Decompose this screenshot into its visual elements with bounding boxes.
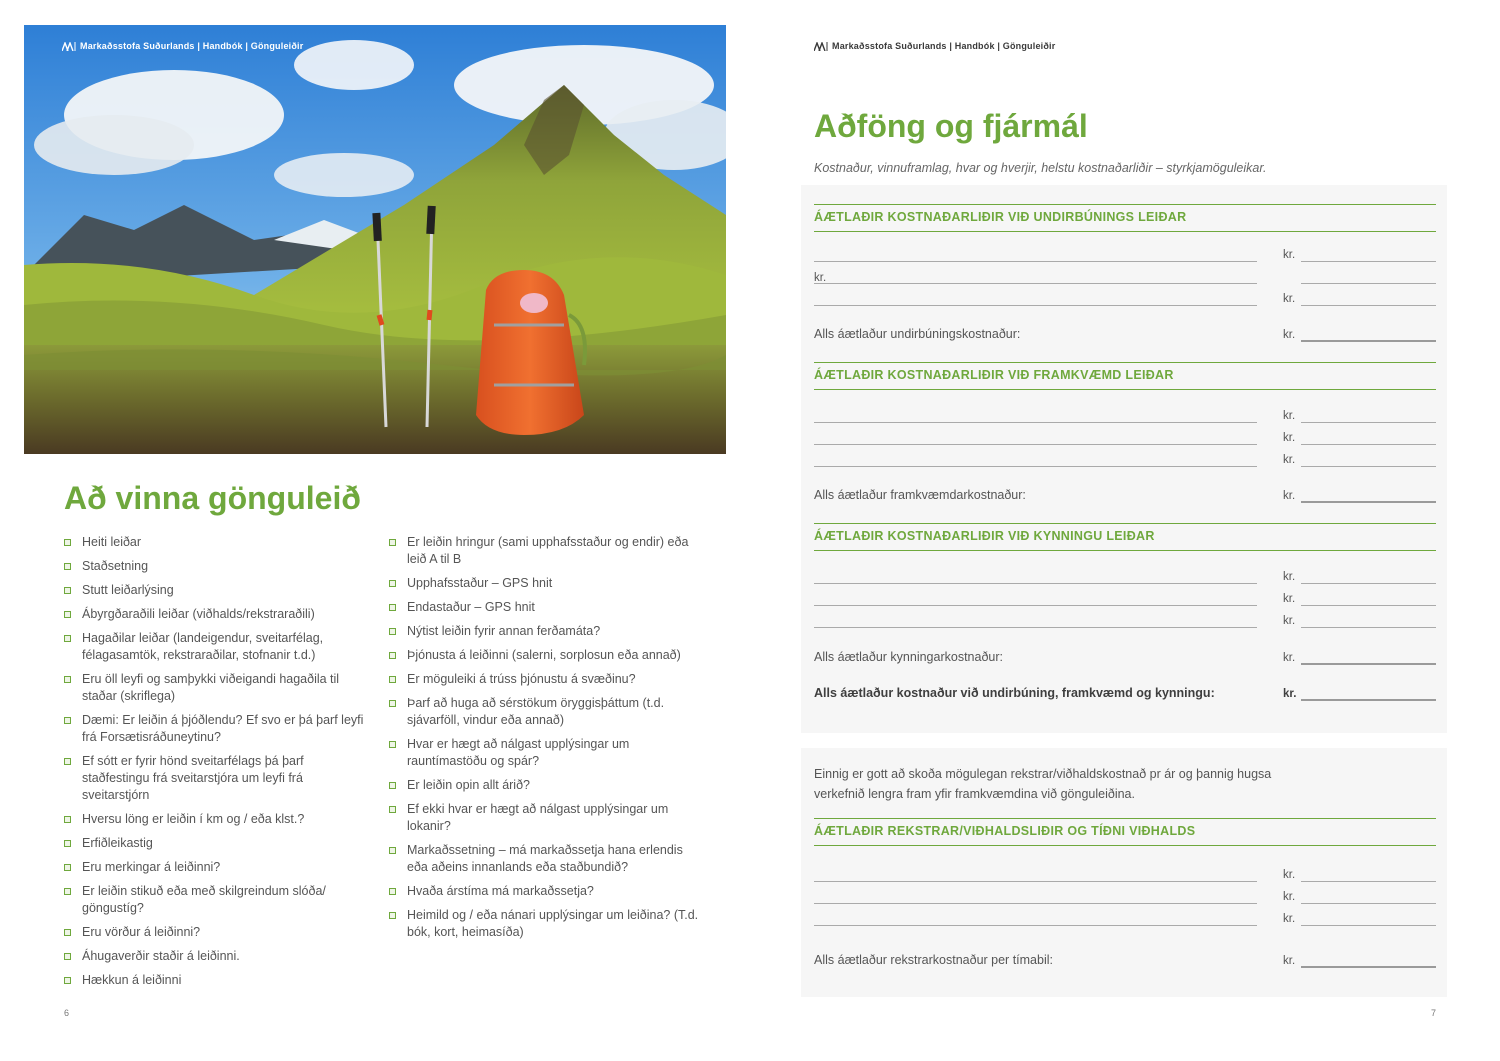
checklist-item-text: Hvar er hægt að nálgast upplýsingar um rauntímastöðu og spár? — [407, 737, 630, 768]
kr-label: kr. — [1283, 293, 1296, 305]
checklist-item-text: Er möguleiki á trúss þjónustu á svæðinu? — [407, 672, 636, 686]
total-row[interactable] — [814, 951, 1436, 969]
checklist-item-text: Upphafsstaður – GPS hnit — [407, 576, 553, 590]
checklist-item-text: Erfiðleikastig — [82, 836, 153, 850]
checklist-item-text: Þarf að huga að sérstökum öryggisþáttum (t.d. sjávarföll, vindur eða annað) — [407, 696, 665, 727]
checklist-item — [64, 883, 364, 917]
checklist-item — [389, 575, 699, 592]
checklist-item-text: Eru merkingar á leiðinni? — [82, 860, 221, 874]
checklist-item-text: Endastaður – GPS hnit — [407, 600, 535, 614]
kr-label: kr. — [1283, 329, 1296, 341]
checklist-item-text: Eru vörður á leiðinni? — [82, 925, 201, 939]
page-title: Að vinna gönguleið — [64, 480, 361, 516]
checkbox-icon[interactable] — [389, 539, 396, 546]
checkbox-icon[interactable] — [389, 652, 396, 659]
checklist-item — [389, 842, 699, 876]
checkbox-icon[interactable] — [64, 563, 71, 570]
checklist-item — [389, 883, 699, 900]
checklist-item — [64, 582, 364, 599]
checklist-item — [64, 835, 364, 852]
checkbox-icon[interactable] — [389, 806, 396, 813]
kr-label: kr. — [1283, 490, 1296, 502]
kr-label: kr. — [1283, 652, 1296, 664]
checklist-item-text: Þjónusta á leiðinni (salerni, sorplosun eða annað) — [407, 648, 681, 662]
checkbox-icon[interactable] — [64, 539, 71, 546]
checklist-item — [64, 606, 364, 623]
checklist-item — [389, 777, 699, 794]
checklist-item-text: Hækkun á leiðinni — [82, 973, 182, 987]
header-right — [814, 41, 1055, 51]
total-row[interactable] — [814, 648, 1436, 666]
checkbox-icon[interactable] — [64, 977, 71, 984]
kr-label: kr. — [1283, 955, 1296, 967]
cost-panel — [801, 185, 1447, 733]
section-heading: ÁÆTLAÐIR KOSTNAÐARLIÐIR VIÐ UNDIRBÚNINGS LEIÐAR — [814, 204, 1436, 232]
checklist-item-text: Ef sótt er fyrir hönd sveitarfélags þá þarf staðfestingu frá sveitarstjóra um leyfi frá sveitarstjórn — [82, 754, 304, 802]
cost-line[interactable] — [814, 866, 1436, 882]
cost-line[interactable] — [814, 407, 1436, 423]
checklist-item-text: Nýtist leiðin fyrir annan ferðamáta? — [407, 624, 601, 638]
checkbox-icon[interactable] — [389, 888, 396, 895]
cost-line[interactable] — [814, 568, 1436, 584]
page-title: Aðföng og fjármál — [814, 108, 1088, 144]
kr-label: kr. — [1283, 593, 1296, 605]
checkbox-icon[interactable] — [389, 676, 396, 683]
section-heading: ÁÆTLAÐIR KOSTNAÐARLIÐIR VIÐ FRAMKVÆMD LEIÐAR — [814, 362, 1436, 390]
checklist-item — [64, 630, 364, 664]
checklist-item-text: Hversu löng er leiðin í km og / eða klst.? — [82, 812, 305, 826]
checklist-item-text: Eru öll leyfi og samþykki viðeigandi hagaðila til staðar (skriflega) — [82, 672, 340, 703]
checkbox-icon[interactable] — [64, 953, 71, 960]
checkbox-icon[interactable] — [389, 741, 396, 748]
page-subtitle: Kostnaður, vinnuframlag, hvar og hverjir, helstu kostnaðarliðir – styrkjamöguleikar. — [814, 161, 1267, 175]
kr-label: kr. — [1283, 869, 1296, 881]
checklist-item — [389, 623, 699, 640]
maintenance-intro: Einnig er gott að skoða mögulegan rekstrar/viðhaldskostnað pr ár og þannig hugsa verkefnið lengra fram yfir framkvæmdina við gönguleiðina. — [814, 767, 1272, 801]
logo-icon — [62, 42, 76, 51]
checklist-item — [389, 695, 699, 729]
kr-label: kr. — [1283, 688, 1297, 700]
checkbox-icon[interactable] — [64, 864, 71, 871]
checklist-item-text: Ef ekki hvar er hægt að nálgast upplýsingar um lokanir? — [407, 802, 669, 833]
total-label: Alls áætlaður kynningarkostnaður: — [814, 650, 1003, 664]
cost-line[interactable] — [814, 590, 1436, 606]
checkbox-icon[interactable] — [64, 758, 71, 765]
checklist-item-text: Heiti leiðar — [82, 535, 142, 549]
page-number: 6 — [64, 1008, 70, 1018]
kr-label: kr. — [1283, 615, 1296, 627]
checklist-item — [64, 671, 364, 705]
total-label: Alls áætlaður framkvæmdarkostnaður: — [814, 488, 1026, 502]
checklist-item-text: Er leiðin opin allt árið? — [407, 778, 530, 792]
kr-label: kr. — [814, 272, 827, 284]
maintenance-panel — [801, 748, 1447, 997]
checklist-item-text: Hagaðilar leiðar (landeigendur, sveitarfélag, félagasamtök, rekstraraðilar, stofnanir t.d.) — [82, 631, 324, 662]
checkbox-icon[interactable] — [64, 840, 71, 847]
hiking-photo — [24, 25, 726, 454]
kr-label: kr. — [1283, 891, 1296, 903]
checklist-item — [389, 599, 699, 616]
checkbox-icon[interactable] — [389, 782, 396, 789]
checklist-item — [389, 671, 699, 688]
checkbox-icon[interactable] — [389, 580, 396, 587]
checkbox-icon[interactable] — [64, 717, 71, 724]
cost-line[interactable] — [814, 888, 1436, 904]
total-label: Alls áætlaður undirbúningskostnaður: — [814, 327, 1021, 341]
header-text: Markaðsstofa Suðurlands | Handbók | Gönguleiðir — [832, 41, 1056, 51]
checklist-item — [64, 972, 364, 989]
cost-line[interactable] — [814, 246, 1436, 262]
checklist-item — [64, 948, 364, 965]
page-number: 7 — [1431, 1008, 1437, 1018]
checklist-column-2 — [389, 534, 699, 948]
checklist-item — [64, 811, 364, 828]
checklist-item-text: Heimild og / eða nánari upplýsingar um leiðina? (T.d. bók, kort, heimasíða) — [407, 908, 699, 939]
kr-label: kr. — [1283, 432, 1296, 444]
checklist-item-text: Markaðssetning – má markaðssetja hana erlendis eða aðeins innanlands eða staðbundið? — [407, 843, 683, 874]
grand-total-label: Alls áætlaður kostnaður við undirbúning, framkvæmd og kynningu: — [814, 686, 1215, 700]
checklist-item-text: Hvaða árstíma má markaðssetja? — [407, 884, 594, 898]
checkbox-icon[interactable] — [64, 676, 71, 683]
kr-label: kr. — [1283, 410, 1296, 422]
checklist-item-text: Er leiðin hringur (sami upphafsstaður og endir) eða leið A til B — [407, 535, 689, 566]
checkbox-icon[interactable] — [389, 847, 396, 854]
checkbox-icon[interactable] — [389, 700, 396, 707]
checklist-item-text: Áhugaverðir staðir á leiðinni. — [82, 949, 240, 963]
checkbox-icon[interactable] — [389, 628, 396, 635]
kr-label: kr. — [1283, 571, 1296, 583]
checkbox-icon[interactable] — [389, 912, 396, 919]
cost-line[interactable] — [814, 268, 1436, 284]
checklist-item-text: Dæmi: Er leiðin á þjóðlendu? Ef svo er þá þarf leyfi frá Forsætisráðuneytinu? — [82, 713, 364, 744]
total-label: Alls áætlaður rekstrarkostnaður per tímabil: — [814, 953, 1053, 967]
right-page — [750, 0, 1500, 1061]
checklist-item-text: Ábyrgðaraðili leiðar (viðhalds/rekstraraðili) — [82, 607, 315, 621]
checklist-column-1 — [64, 534, 364, 996]
checklist-item — [64, 859, 364, 876]
kr-label: kr. — [1283, 913, 1296, 925]
checklist-item — [389, 907, 699, 941]
header-left — [62, 41, 303, 51]
checklist-item — [389, 647, 699, 664]
checklist-item-text: Stutt leiðarlýsing — [82, 583, 174, 597]
checklist-item — [389, 801, 699, 835]
cost-line[interactable] — [814, 910, 1436, 926]
checklist-item — [64, 558, 364, 575]
section-heading: ÁÆTLAÐIR REKSTRAR/VIÐHALDSLIÐIR OG TÍÐNI VIÐHALDS — [814, 818, 1436, 846]
checklist-item — [64, 753, 364, 804]
checkbox-icon[interactable] — [389, 604, 396, 611]
checkbox-icon[interactable] — [64, 587, 71, 594]
checkbox-icon[interactable] — [64, 611, 71, 618]
checklist-item — [389, 736, 699, 770]
section-heading: ÁÆTLAÐIR KOSTNAÐARLIÐIR VIÐ KYNNINGU LEIÐAR — [814, 523, 1436, 551]
header-text: Markaðsstofa Suðurlands | Handbók | Gönguleiðir — [80, 41, 304, 51]
kr-label: kr. — [1283, 454, 1296, 466]
checkbox-icon[interactable] — [64, 635, 71, 642]
checklist-item — [389, 534, 699, 568]
checklist-item — [64, 712, 364, 746]
kr-label: kr. — [1283, 249, 1296, 261]
logo-icon — [814, 42, 828, 51]
total-row[interactable] — [814, 486, 1436, 504]
cost-line[interactable] — [814, 290, 1436, 306]
grand-total-row[interactable] — [814, 684, 1436, 702]
cost-line[interactable] — [814, 429, 1436, 445]
checkbox-icon[interactable] — [64, 888, 71, 895]
total-row[interactable] — [814, 325, 1436, 343]
cost-line[interactable] — [814, 451, 1436, 467]
cost-line[interactable] — [814, 612, 1436, 628]
checkbox-icon[interactable] — [64, 929, 71, 936]
checklist-item-text: Staðsetning — [82, 559, 149, 573]
checklist-item — [64, 534, 364, 551]
checklist-item-text: Er leiðin stikuð eða með skilgreindum slóða/ göngustíg? — [82, 884, 326, 915]
checkbox-icon[interactable] — [64, 816, 71, 823]
checklist-item — [64, 924, 364, 941]
